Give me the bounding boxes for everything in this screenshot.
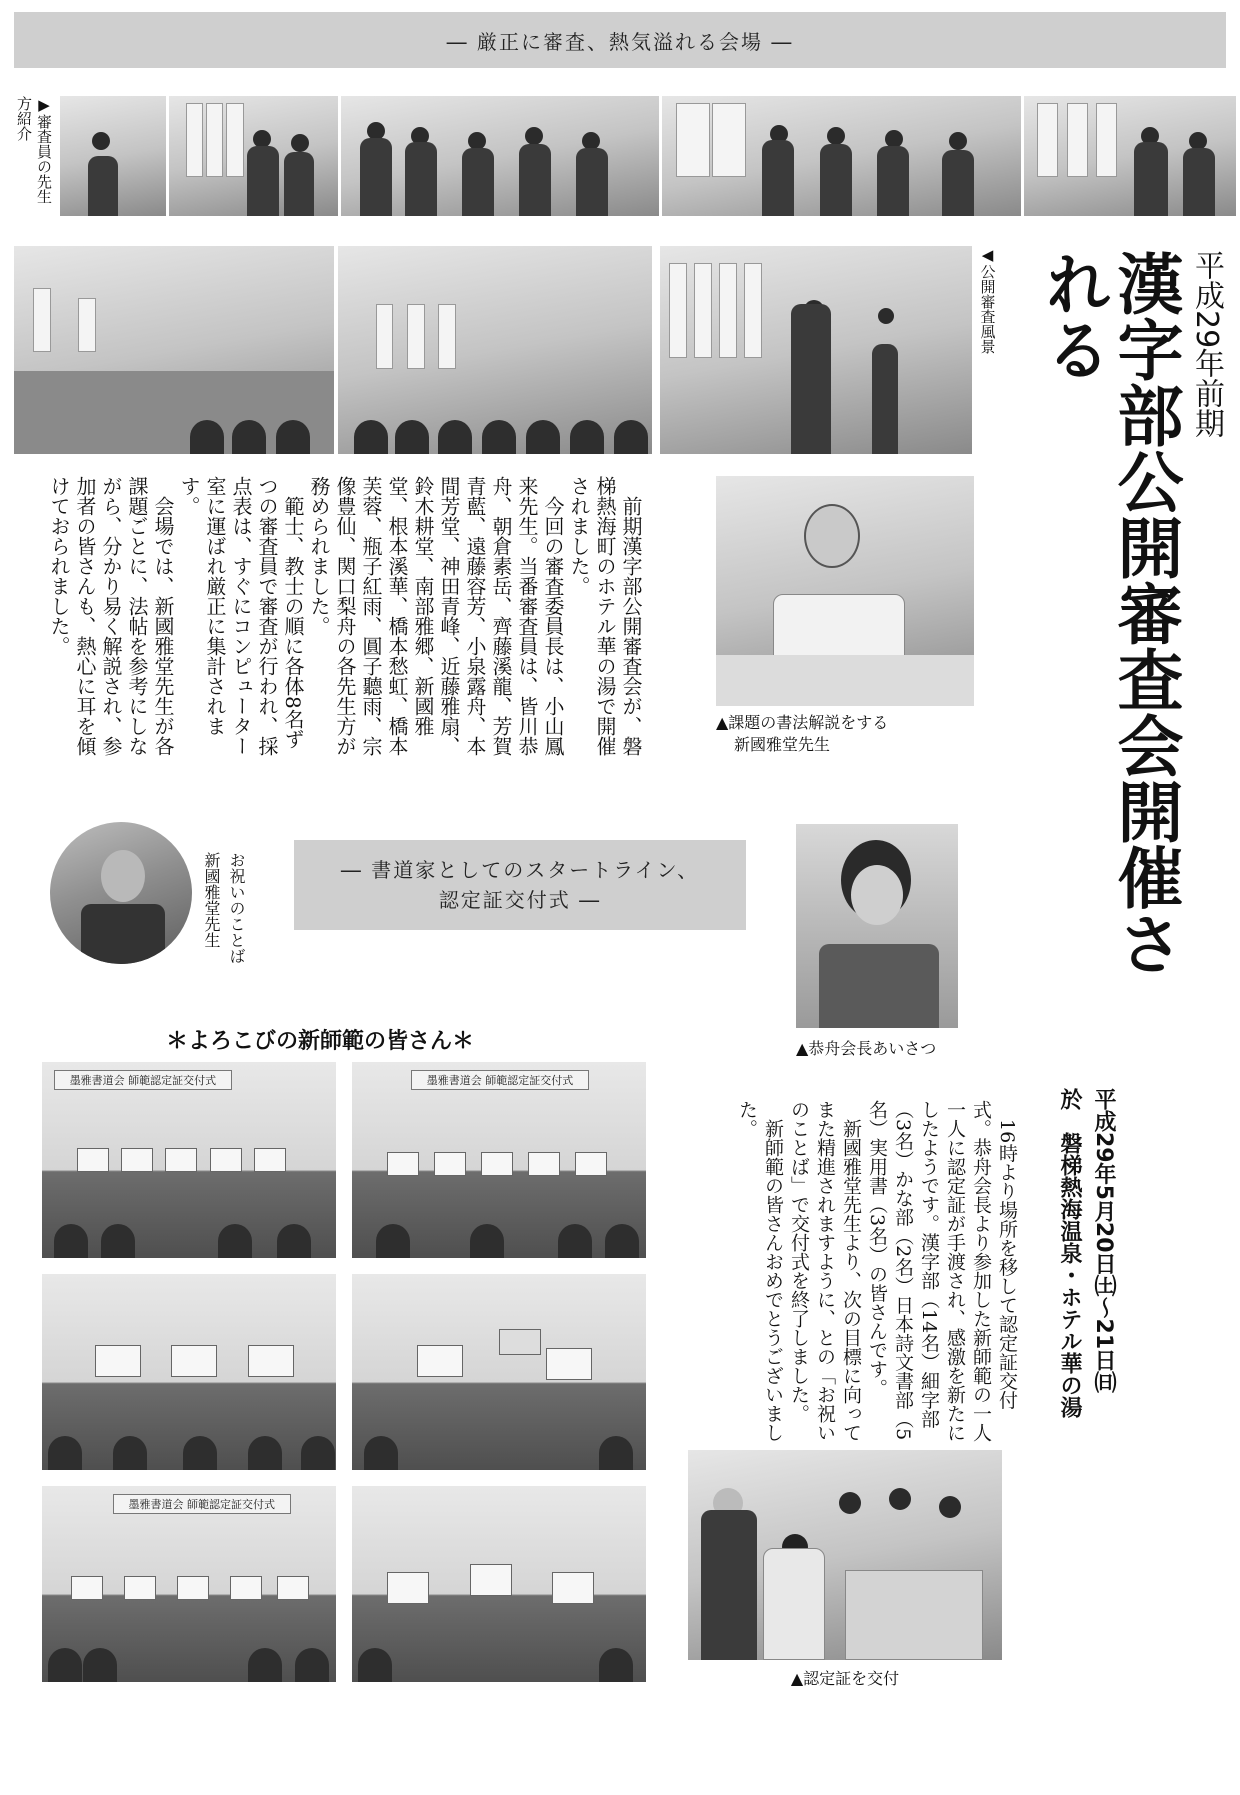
celebration-label-line1: お祝いのことば [227,852,246,964]
event-place: 於 磐梯熱海温泉・ホテル華の湯 [1057,1088,1082,1418]
commentary-photo [716,476,974,706]
ceremony-photo-3 [42,1274,336,1470]
judges-photo [169,96,338,216]
chairman-photo [796,824,958,1028]
judging-hall-photo-2 [338,246,652,454]
top-banner-text: ― 厳正に審査、熱気溢れる会場 ― [446,29,794,54]
main-title [1018,250,1228,1010]
viewing-label [976,246,1000,454]
chairman-caption [796,1038,976,1060]
article-judging [42,476,644,768]
judges-photo [60,96,166,216]
chairman-caption-text: ▲恭舟会長あいさつ [796,1039,937,1058]
article-paragraph: 範士、教士の順に各体8名ずつの審査員で審査が行われ、採点表は、すぐにコンピューター室に運ばれ厳正に集計されます。 [177,476,305,756]
ceremony-photo-6 [352,1486,646,1682]
certificate-caption [688,1668,1002,1690]
ceremony-photo-1 [42,1062,336,1258]
title-headline: 漢字部公開審査会開催される [1034,250,1183,976]
joy-title-text: ＊よろこびの新師範の皆さん＊ [165,1029,474,1054]
ceremony-sign: 墨雅書道会 師範認定証交付式 [411,1070,589,1090]
judges-label-text: ▶審査員の先生方紹介 [15,96,53,204]
ceremony-paragraph: 新國雅堂先生より、次の目標に向ってまた精進されますように、との「お祝いのことば」で交付式を終了しました。 [788,1100,862,1442]
judges-photo-strip [60,96,1236,216]
commentary-caption-line1: ▲課題の書法解説をする [716,713,889,732]
certificate-handover-photo [688,1450,1002,1660]
judges-photo [341,96,658,216]
ceremony-paragraph: 新師範の皆さんおめでとうございました。 [736,1100,784,1442]
judging-hall-photo-1 [14,246,334,454]
judging-hall-photo-3 [660,246,972,454]
top-banner [14,12,1226,68]
ceremony-photo-4 [352,1274,646,1470]
article-paragraph: 今回の審査委員長は、小山鳳来先生。当番審査員は、皆川恭舟、朝倉素岳、齊藤溪龍、芳賀青藍、遠藤容芳、小泉露舟、本間芳堂、神田青峰、近藤雅扇、鈴木耕堂、南部雅郷、新國雅堂、根本溪華、橋本愁虹、橋本芙蓉、瓶子紅雨、圓子聽雨、宗像豊仙、関口梨舟の各先生方が務められました。 [307,476,565,756]
section-banner-line1: ― 書道家としてのスタートライン、 [340,858,700,882]
ceremony-sign: 墨雅書道会 師範認定証交付式 [54,1070,232,1090]
commentary-caption [716,712,976,756]
ceremony-sign: 墨雅書道会 師範認定証交付式 [113,1494,291,1514]
event-date: 平成29年5月20日㈯～21日㈰ [1091,1088,1116,1394]
celebration-portrait [50,822,192,964]
judges-photo [662,96,1022,216]
title-era: 平成29年前期 [1189,250,1224,439]
ceremony-photo-5 [42,1486,336,1682]
section-banner [294,840,746,930]
article-paragraph: 会場では、新國雅堂先生が各課題ごとに、法帖を参考にしながら、分かり易く解説され、参加者の皆さんも、熱心に耳を傾けておられました。 [47,476,175,756]
celebration-label [198,852,248,982]
judges-photo [1024,96,1236,216]
certificate-caption-text: ▲認定証を交付 [790,1669,900,1688]
ceremony-photo-2 [352,1062,646,1258]
article-ceremony [680,1100,1020,1446]
joy-title [80,1024,560,1055]
ceremony-paragraph: 16時より場所を移して認定証交付式。恭舟会長より参加した新師範の一人一人に認定証が手渡され、感激を新たにしたようです。漢字部（14名）細字部（3名）かな部（2名）日本詩文書部（5名）実用書（3名）の皆さんです。 [866,1100,1018,1442]
viewing-label-text: ◀公開審査風景 [978,246,997,354]
article-paragraph: 前期漢字部公開審査会が、磐梯熱海町のホテル華の湯で開催されました。 [567,476,643,756]
celebration-label-line2: 新國雅堂先生 [202,852,221,948]
commentary-caption-line2: 新國雅堂先生 [734,735,831,754]
event-info [1046,1088,1118,1474]
judges-label [14,96,54,216]
section-banner-line2: 認定証交付式 ― [438,888,602,912]
